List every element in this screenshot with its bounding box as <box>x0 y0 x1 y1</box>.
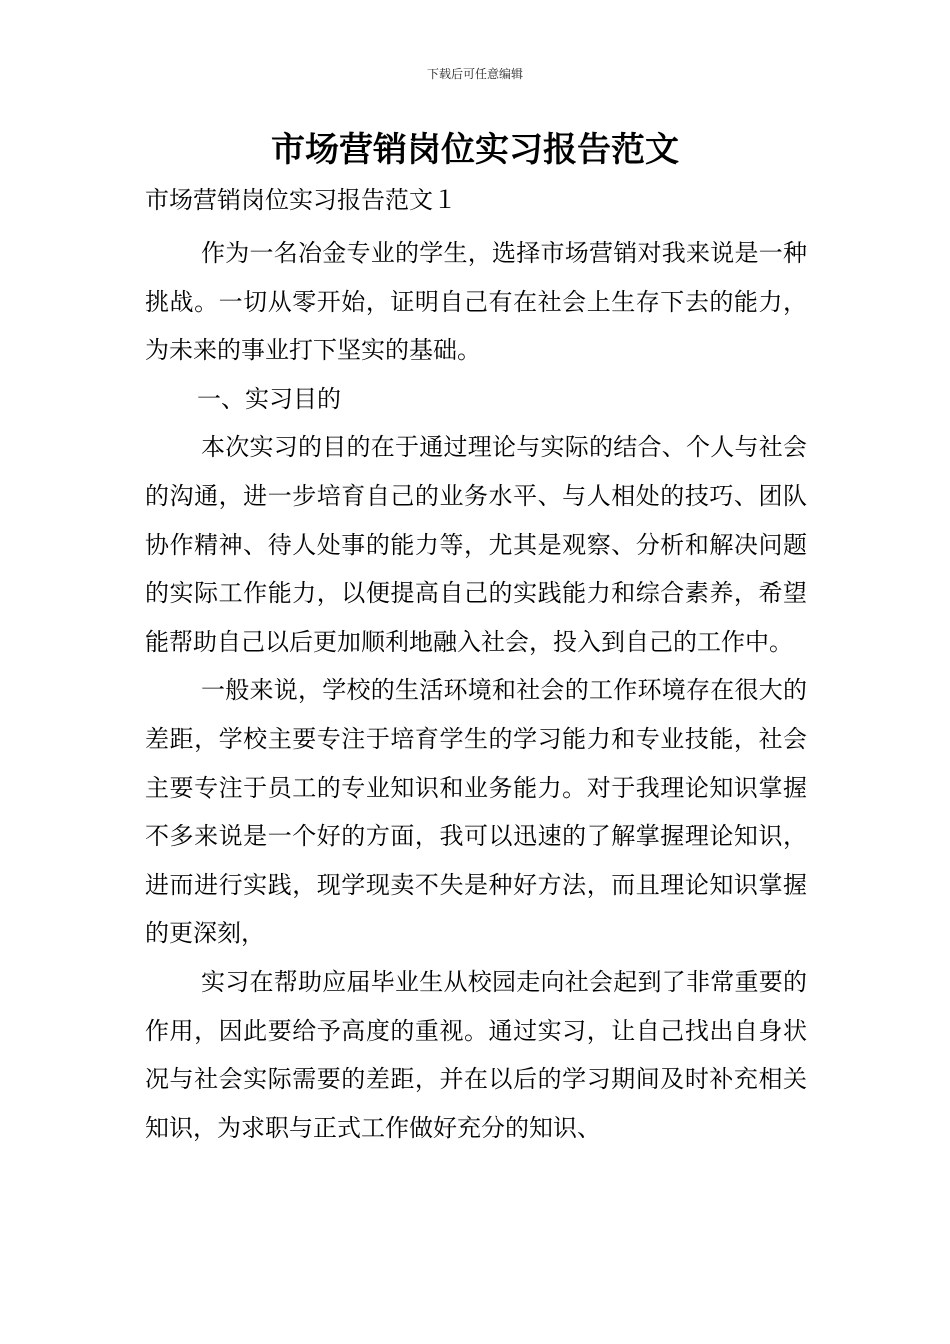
paragraph-intro: 作为一名冶金专业的学生，选择市场营销对我来说是一种挑战。一切从零开始，证明自己有在社会上生存下去的能力，为未来的事业打下坚实的基础。 <box>145 239 807 365</box>
section-heading-purpose: 一、实习目的 <box>197 384 341 413</box>
document-title: 市场营销岗位实习报告范文 <box>271 130 679 170</box>
paragraph-purpose: 本次实习的目的在于通过理论与实际的结合、个人与社会的沟通，进一步培育自己的业务水平、与人相处的技巧、团队协作精神、待人处事的能力等，尤其是观察、分析和解决问题的实际工作能力，以便提高自己的实践能力和综合素养，希望能帮助自己以后更加顺利地融入社会，投入到自己的工作中。 <box>145 433 807 656</box>
paragraph-importance: 实习在帮助应届毕业生从校园走向社会起到了非常重要的作用，因此要给予高度的重视。通过实习，让自己找出自身状况与社会实际需要的差距，并在以后的学习期间及时补充相关知识，为求职与正式工作做好充分的知识、 <box>145 967 807 1142</box>
header-note: 下载后可任意编辑 <box>426 67 523 81</box>
paragraph-environment: 一般来说，学校的生活环境和社会的工作环境存在很大的差距，学校主要专注于培育学生的学习能力和专业技能，社会主要专注于员工的专业知识和业务能力。对于我理论知识掌握不多来说是一个好的方面，我可以迅速的了解掌握理论知识，进而进行实践，现学现卖不失是种好方法，而且理论知识掌握的更深刻， <box>145 676 807 948</box>
body-text <box>145 229 807 1152</box>
document-subtitle: 市场营销岗位实习报告范文１ <box>145 186 457 214</box>
